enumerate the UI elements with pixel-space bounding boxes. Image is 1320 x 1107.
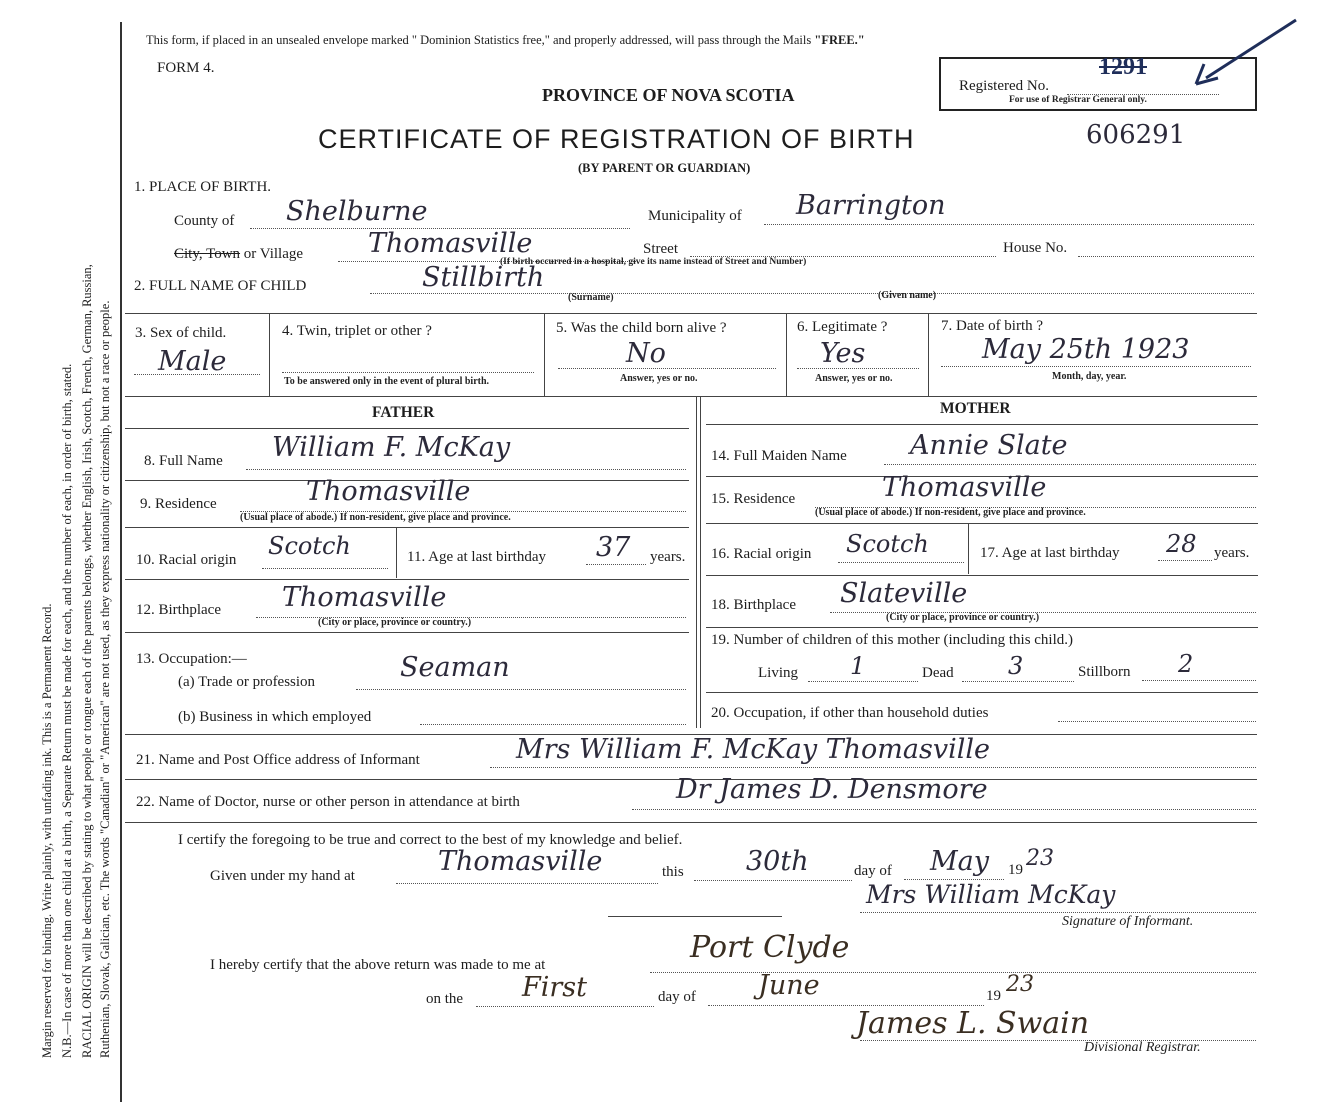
father-race-value: Scotch bbox=[268, 532, 351, 560]
mother-age-field[interactable] bbox=[1158, 560, 1212, 561]
living-field[interactable] bbox=[808, 681, 918, 682]
municipality-value: Barrington bbox=[796, 190, 946, 221]
registered-label: Registered No. bbox=[959, 78, 1049, 94]
rule-father-h bbox=[125, 428, 689, 429]
form-number: FORM 4. bbox=[157, 60, 215, 76]
rule-m16-div bbox=[968, 524, 969, 574]
date-field[interactable] bbox=[941, 366, 1251, 367]
registered-value: 1291 bbox=[1099, 54, 1147, 80]
given-year-prefix: 19 bbox=[1008, 862, 1023, 878]
margin-rule bbox=[120, 22, 122, 1102]
city-label-strike: City, Town bbox=[174, 246, 241, 262]
mail-notice-text: This form, if placed in an unsealed envelope marked " Dominion Statistics free," and properly addressed, will pass through the Mails bbox=[146, 33, 812, 47]
registrar-year-value: 23 bbox=[1006, 972, 1034, 997]
informant-signature-caption: Signature of Informant. bbox=[1062, 914, 1194, 929]
trade-field[interactable] bbox=[356, 689, 686, 690]
mother-race-label: 16. Racial origin bbox=[711, 546, 812, 562]
mother-name-field[interactable] bbox=[884, 464, 1256, 465]
informant-value: Mrs William F. McKay Thomasville bbox=[516, 734, 991, 765]
child-name-label: 2. FULL NAME OF CHILD bbox=[134, 278, 307, 294]
arrow-mark-icon bbox=[1188, 16, 1300, 86]
rule-f9 bbox=[125, 527, 689, 528]
living-value: 1 bbox=[850, 652, 866, 680]
margin-note-plural: N.B.—In case of more than one child at a birth, a Separate Return must be made for each, and the number of each, in order of birth, stated. bbox=[60, 363, 74, 1058]
given-name-caption: (Given name) bbox=[878, 290, 937, 301]
father-occupation-label: 13. Occupation:— bbox=[136, 651, 247, 667]
mother-heading: MOTHER bbox=[940, 400, 1011, 417]
rule-m18 bbox=[706, 627, 1258, 628]
mother-residence-value: Thomasville bbox=[882, 472, 1047, 503]
margin-note-racial-2: Ruthenian, Slovak, Galician, etc. The words "Canadian" or "American" are not used, as they express nationality or citizenship, but not a race or people. bbox=[98, 300, 112, 1058]
registrar-place-field[interactable] bbox=[650, 972, 1256, 973]
rule-row3-bottom bbox=[125, 396, 1257, 397]
mother-race-value: Scotch bbox=[846, 530, 929, 558]
living-label: Living bbox=[758, 665, 798, 681]
given-place-value: Thomasville bbox=[438, 846, 603, 877]
dead-label: Dead bbox=[922, 665, 954, 681]
city-label bbox=[174, 246, 303, 263]
mother-birthplace-note: (City or place, province or country.) bbox=[886, 612, 1040, 623]
dead-value: 3 bbox=[1008, 652, 1024, 680]
father-birthplace-note: (City or place, province or country.) bbox=[318, 617, 472, 628]
surname-caption: (Surname) bbox=[568, 292, 614, 303]
rule-row3-div3 bbox=[786, 314, 787, 396]
doctor-field[interactable] bbox=[632, 809, 1256, 810]
father-race-field[interactable] bbox=[262, 568, 388, 569]
rule-m16 bbox=[706, 575, 1258, 576]
stillborn-field[interactable] bbox=[1142, 680, 1256, 681]
date-note: Month, day, year. bbox=[1052, 371, 1127, 382]
father-age-unit: years. bbox=[650, 549, 686, 565]
father-residence-label: 9. Residence bbox=[140, 496, 217, 512]
sex-label: 3. Sex of child. bbox=[135, 325, 227, 341]
father-name-field[interactable] bbox=[246, 469, 686, 470]
father-birthplace-value: Thomasville bbox=[282, 582, 447, 613]
twin-field[interactable] bbox=[282, 372, 534, 373]
house-label: House No. bbox=[1003, 240, 1068, 256]
municipality-label: Municipality of bbox=[648, 208, 742, 224]
registrar-statement: I hereby certify that the above return was made to me at bbox=[210, 957, 546, 973]
informant-label: 21. Name and Post Office address of Informant bbox=[136, 752, 420, 768]
registrar-signature-caption: Divisional Registrar. bbox=[1084, 1040, 1201, 1055]
alive-label: 5. Was the child born alive ? bbox=[556, 320, 727, 336]
rule-left-signature bbox=[608, 916, 782, 917]
given-dayof-label: day of bbox=[854, 863, 892, 879]
rule-row3-top bbox=[125, 313, 1257, 314]
dead-field[interactable] bbox=[962, 681, 1074, 682]
rule-f10-div bbox=[396, 528, 397, 578]
child-name-value: Stillbirth bbox=[422, 262, 545, 293]
registrar-day-field[interactable] bbox=[476, 1006, 654, 1007]
rule-f12 bbox=[125, 632, 689, 633]
mother-age-unit: years. bbox=[1214, 545, 1250, 561]
alive-note: Answer, yes or no. bbox=[620, 373, 698, 384]
hospital-note: (If birth occurred in a hospital, give its name instead of Street and Number) bbox=[500, 257, 807, 267]
given-place-field[interactable] bbox=[396, 883, 658, 884]
father-heading: FATHER bbox=[372, 404, 435, 421]
mother-name-label: 14. Full Maiden Name bbox=[711, 448, 847, 464]
rule-doctor bbox=[125, 822, 1257, 823]
doctor-label: 22. Name of Doctor, nurse or other person in attendance at birth bbox=[136, 794, 520, 810]
rule-parent-divider bbox=[696, 396, 697, 728]
mother-residence-label: 15. Residence bbox=[711, 491, 796, 507]
father-age-value: 37 bbox=[596, 532, 631, 563]
margin-note-binding: Margin reserved for binding. Write plainly, with unfading ink. This is a Permanent Record. bbox=[40, 603, 54, 1058]
father-residence-note: (Usual place of abode.) If non-resident, give place and province. bbox=[240, 512, 511, 523]
registrar-signature: James L. Swain bbox=[856, 1006, 1090, 1041]
sex-value: Male bbox=[158, 346, 227, 377]
registrar-onthe-label: on the bbox=[426, 991, 464, 1007]
given-label: Given under my hand at bbox=[210, 868, 355, 884]
county-value: Shelburne bbox=[286, 196, 428, 227]
father-name-label: 8. Full Name bbox=[144, 453, 223, 469]
informant-signature: Mrs William McKay bbox=[866, 880, 1116, 909]
mother-age-value: 28 bbox=[1166, 530, 1197, 558]
registrar-dayof-label: day of bbox=[658, 989, 696, 1005]
given-month-value: May bbox=[930, 846, 989, 877]
registrar-place-value: Port Clyde bbox=[690, 930, 850, 965]
alive-field[interactable] bbox=[558, 368, 776, 369]
doctor-value: Dr James D. Densmore bbox=[676, 774, 988, 805]
father-age-label: 11. Age at last birthday bbox=[407, 549, 546, 565]
registrar-year-prefix: 19 bbox=[986, 988, 1001, 1004]
child-name-field[interactable] bbox=[370, 293, 1254, 294]
father-residence-value: Thomasville bbox=[306, 476, 471, 507]
mother-occupation-field[interactable] bbox=[1058, 721, 1256, 722]
given-day-field[interactable] bbox=[694, 880, 852, 881]
twin-label: 4. Twin, triplet or other ? bbox=[282, 323, 432, 339]
stillborn-value: 2 bbox=[1178, 650, 1194, 678]
mother-residence-note: (Usual place of abode.) If non-resident, give place and province. bbox=[815, 507, 1086, 518]
city-value: Thomasville bbox=[368, 228, 533, 259]
certificate-title: CERTIFICATE OF REGISTRATION OF BIRTH bbox=[318, 124, 915, 154]
rule-m19 bbox=[706, 692, 1258, 693]
legitimate-note: Answer, yes or no. bbox=[815, 373, 893, 384]
registrar-month-value: June bbox=[758, 970, 820, 1001]
city-label-rest: or Village bbox=[243, 246, 304, 262]
given-year-value: 23 bbox=[1026, 846, 1054, 871]
certificate-number: 606291 bbox=[1086, 120, 1186, 150]
date-value: May 25th 1923 bbox=[982, 334, 1190, 365]
legitimate-value: Yes bbox=[820, 338, 866, 369]
province-heading: PROVINCE OF NOVA SCOTIA bbox=[542, 85, 795, 105]
father-age-field[interactable] bbox=[586, 564, 646, 565]
rule-parent-divider-b bbox=[700, 396, 701, 728]
date-label: 7. Date of birth ? bbox=[941, 318, 1044, 334]
registrar-day-value: First bbox=[522, 972, 587, 1003]
mother-occupation-label: 20. Occupation, if other than household duties bbox=[711, 705, 989, 721]
trade-label: (a) Trade or profession bbox=[178, 674, 316, 690]
mother-age-label: 17. Age at last birthday bbox=[980, 545, 1120, 561]
rule-m15 bbox=[706, 523, 1258, 524]
mail-notice bbox=[146, 33, 865, 48]
mail-notice-free: "FREE." bbox=[814, 33, 865, 47]
municipality-field[interactable] bbox=[764, 224, 1254, 225]
margin-note-racial-1: RACIAL ORIGIN will be described by stating to what people or tongue each of the parents belongs, whether English, Irish, Scotch, French, German, Russian, bbox=[80, 264, 94, 1058]
business-label: (b) Business in which employed bbox=[178, 709, 372, 725]
mother-race-field[interactable] bbox=[838, 562, 964, 563]
rule-f10 bbox=[125, 579, 689, 580]
trade-value: Seaman bbox=[400, 652, 510, 683]
certificate-subtitle: (BY PARENT OR GUARDIAN) bbox=[578, 161, 751, 175]
father-birthplace-label: 12. Birthplace bbox=[136, 602, 221, 618]
stillborn-label: Stillborn bbox=[1078, 664, 1131, 680]
mother-birthplace-label: 18. Birthplace bbox=[711, 597, 796, 613]
given-day-value: 30th bbox=[746, 846, 809, 877]
street-label: Street bbox=[643, 241, 678, 257]
father-name-value: William F. McKay bbox=[272, 432, 511, 463]
informant-signature-field[interactable] bbox=[860, 912, 1256, 913]
alive-value: No bbox=[626, 338, 666, 369]
twin-note: To be answered only in the event of plural birth. bbox=[284, 376, 490, 387]
place-of-birth-label: 1. PLACE OF BIRTH. bbox=[134, 179, 272, 195]
rule-row3-div1 bbox=[269, 314, 270, 396]
given-this-label: this bbox=[662, 864, 684, 880]
rule-row3-div4 bbox=[928, 314, 929, 396]
rule-row3-div2 bbox=[544, 314, 545, 396]
informant-field[interactable] bbox=[490, 767, 1256, 768]
business-field[interactable] bbox=[420, 724, 686, 725]
mother-name-value: Annie Slate bbox=[910, 430, 1068, 461]
certify-statement: I certify the foregoing to be true and correct to the best of my knowledge and belief. bbox=[178, 832, 683, 848]
house-field[interactable] bbox=[1078, 256, 1254, 257]
father-race-label: 10. Racial origin bbox=[136, 552, 237, 568]
rule-mother-h bbox=[706, 424, 1258, 425]
children-label: 19. Number of children of this mother (including this child.) bbox=[711, 632, 1074, 648]
legitimate-label: 6. Legitimate ? bbox=[797, 319, 888, 335]
mother-birthplace-value: Slateville bbox=[840, 578, 968, 609]
registrar-use-note: For use of Registrar General only. bbox=[1009, 95, 1147, 105]
county-label: County of bbox=[174, 213, 235, 229]
